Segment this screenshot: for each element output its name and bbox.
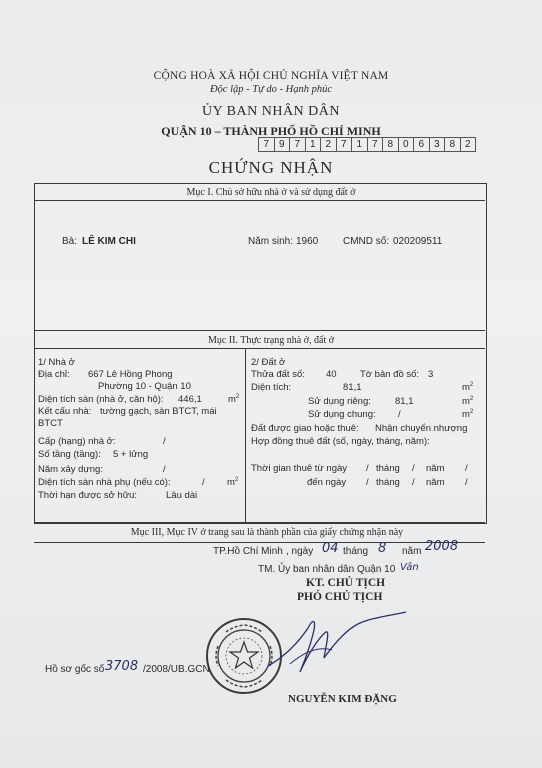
serial-digit: 0 bbox=[399, 137, 415, 152]
date-year-value: 2008 bbox=[425, 539, 459, 554]
serial-digit: 3 bbox=[430, 137, 446, 152]
land-title: 2/ Đất ở bbox=[251, 357, 286, 368]
private-use-label: Sử dụng riêng: bbox=[308, 396, 371, 407]
lease-to-label: đến ngày bbox=[307, 477, 347, 488]
parcel-value: 40 bbox=[326, 369, 337, 380]
grade-label: Cấp (hạng) nhà ở: bbox=[38, 436, 116, 447]
divider bbox=[34, 542, 485, 543]
common-use-unit: $m^2$ bbox=[462, 409, 474, 421]
address-line1: 667 Lê Hồng Phong bbox=[88, 369, 173, 380]
lease-from-year: / bbox=[465, 463, 468, 474]
serial-number bbox=[258, 137, 476, 152]
lease-from-year-label: năm bbox=[426, 463, 445, 474]
serial-digit: 9 bbox=[275, 137, 291, 152]
certificate-title: CHỨNG NHẬN bbox=[208, 158, 334, 177]
serial-digit: 1 bbox=[306, 137, 322, 152]
lease-from-month-label: tháng bbox=[376, 463, 400, 474]
date-year-label: năm bbox=[402, 546, 422, 557]
lease-from-day: / bbox=[366, 463, 369, 474]
land-area-label: Diện tích: bbox=[251, 382, 292, 393]
vice-chair-title: PHÓ CHỦ TỊCH bbox=[297, 591, 383, 603]
file-label: Hồ sơ gốc số bbox=[45, 664, 105, 675]
column-divider bbox=[245, 348, 246, 522]
map-value: 3 bbox=[428, 369, 434, 380]
signature-icon bbox=[260, 606, 410, 686]
date-day-value: 04 bbox=[322, 541, 339, 556]
floors-value: 5 + lửng bbox=[113, 449, 149, 460]
lease-from-month: / bbox=[412, 463, 415, 474]
file-suffix: /2008/UB.GCN bbox=[143, 664, 210, 675]
birth-label: Năm sinh: bbox=[248, 236, 294, 247]
divider bbox=[34, 348, 485, 349]
section2-heading: Mục II. Thực trạng nhà ở, đất ở bbox=[207, 335, 335, 346]
lease-to-year: / bbox=[465, 477, 468, 488]
private-use-value: 81,1 bbox=[395, 396, 414, 407]
floors-label: Số tầng (tầng): bbox=[38, 449, 101, 460]
birth-year: 1960 bbox=[296, 236, 319, 247]
committee-heading: ỦY BAN NHÂN DÂN bbox=[201, 104, 341, 119]
parcel-label: Thửa đất số: bbox=[251, 369, 305, 380]
common-use-value: / bbox=[398, 409, 401, 420]
lease-to-month: / bbox=[412, 477, 415, 488]
serial-digit: 2 bbox=[321, 137, 337, 152]
structure-value-cont: BTCT bbox=[38, 418, 63, 429]
for-chair-title: KT. CHỦ TỊCH bbox=[306, 577, 386, 589]
signer-name: NGUYỄN KIM ĐẶNG bbox=[288, 693, 397, 705]
id-number: 020209511 bbox=[393, 236, 443, 247]
common-use-label: Sử dụng chung: bbox=[308, 409, 376, 420]
floor-area-unit: $m^2$ bbox=[228, 394, 240, 406]
aux-area-value: / bbox=[202, 477, 205, 488]
date-place: TP.Hồ Chí Minh bbox=[213, 546, 283, 557]
grade-value: / bbox=[163, 436, 166, 447]
date-day-label: , ngày bbox=[286, 546, 314, 557]
divider bbox=[34, 330, 485, 331]
district-heading: QUẬN 10 – THÀNH PHỐ HỒ CHÍ MINH bbox=[161, 124, 381, 138]
serial-digit: 7 bbox=[258, 137, 275, 152]
floor-area-value: 446,1 bbox=[178, 394, 202, 405]
motto: Độc lập - Tự do - Hạnh phúc bbox=[209, 84, 333, 95]
allocation-label: Đất được giao hoặc thuê: bbox=[251, 423, 359, 434]
initials: Vân bbox=[400, 562, 419, 573]
serial-digit: 8 bbox=[383, 137, 399, 152]
term-value: Lâu dài bbox=[166, 490, 198, 501]
lease-to-day: / bbox=[366, 477, 369, 488]
lease-to-year-label: năm bbox=[426, 477, 445, 488]
owner-label: Bà: bbox=[62, 236, 78, 247]
lease-from-label: Thời gian thuê từ ngày bbox=[251, 463, 348, 474]
id-label: CMND số: bbox=[343, 236, 390, 247]
address-line2: Phường 10 - Quận 10 bbox=[98, 381, 191, 392]
country-heading: CỘNG HOÀ XÃ HỘI CHỦ NGHĨA VIỆT NAM bbox=[153, 70, 389, 82]
aux-area-label: Diện tích sàn nhà phụ (nếu có): bbox=[38, 477, 171, 488]
year-built-label: Năm xây dựng: bbox=[38, 464, 103, 475]
serial-digit: 2 bbox=[461, 137, 477, 152]
serial-digit: 6 bbox=[414, 137, 430, 152]
section-note: Mục III, Mục IV ở trang sau là thành phần của giấy chứng nhận này bbox=[130, 527, 404, 538]
serial-digit: 8 bbox=[445, 137, 461, 152]
on-behalf-line: TM. Ủy ban nhân dân Quận 10 bbox=[258, 564, 396, 575]
structure-value: tường gạch, sàn BTCT, mái bbox=[100, 406, 217, 417]
date-month-value: 8 bbox=[378, 541, 387, 556]
serial-digit: 7 bbox=[368, 137, 384, 152]
serial-digit: 7 bbox=[290, 137, 306, 152]
divider bbox=[34, 200, 485, 201]
serial-digit: 1 bbox=[352, 137, 368, 152]
year-built-value: / bbox=[163, 464, 166, 475]
private-use-unit: $m^2$ bbox=[462, 396, 474, 408]
date-month-label: tháng bbox=[343, 546, 369, 557]
lease-to-month-label: tháng bbox=[376, 477, 400, 488]
allocation-value: Nhận chuyển nhượng bbox=[375, 423, 468, 434]
owner-name: LÊ KIM CHI bbox=[82, 236, 136, 247]
house-title: 1/ Nhà ở bbox=[38, 357, 75, 368]
file-number: 3708 bbox=[105, 659, 139, 674]
address-label: Địa chỉ: bbox=[38, 369, 70, 380]
section1-heading: Mục I. Chủ sở hữu nhà ở và sử dụng đất ở bbox=[186, 187, 356, 198]
structure-label: Kết cấu nhà: bbox=[38, 406, 92, 417]
floor-area-label: Diện tích sàn (nhà ở, căn hộ): bbox=[38, 394, 164, 405]
divider bbox=[34, 522, 485, 523]
aux-area-unit: $m^2$ bbox=[227, 477, 239, 489]
lease-contract-label: Hợp đồng thuê đất (số, ngày, tháng, năm): bbox=[251, 436, 430, 447]
map-label: Tờ bản đồ số: bbox=[360, 369, 420, 380]
land-area-unit: $m^2$ bbox=[462, 382, 474, 394]
serial-digit: 7 bbox=[337, 137, 353, 152]
term-label: Thời hạn được sở hữu: bbox=[38, 490, 138, 501]
land-area-value: 81,1 bbox=[343, 382, 362, 393]
